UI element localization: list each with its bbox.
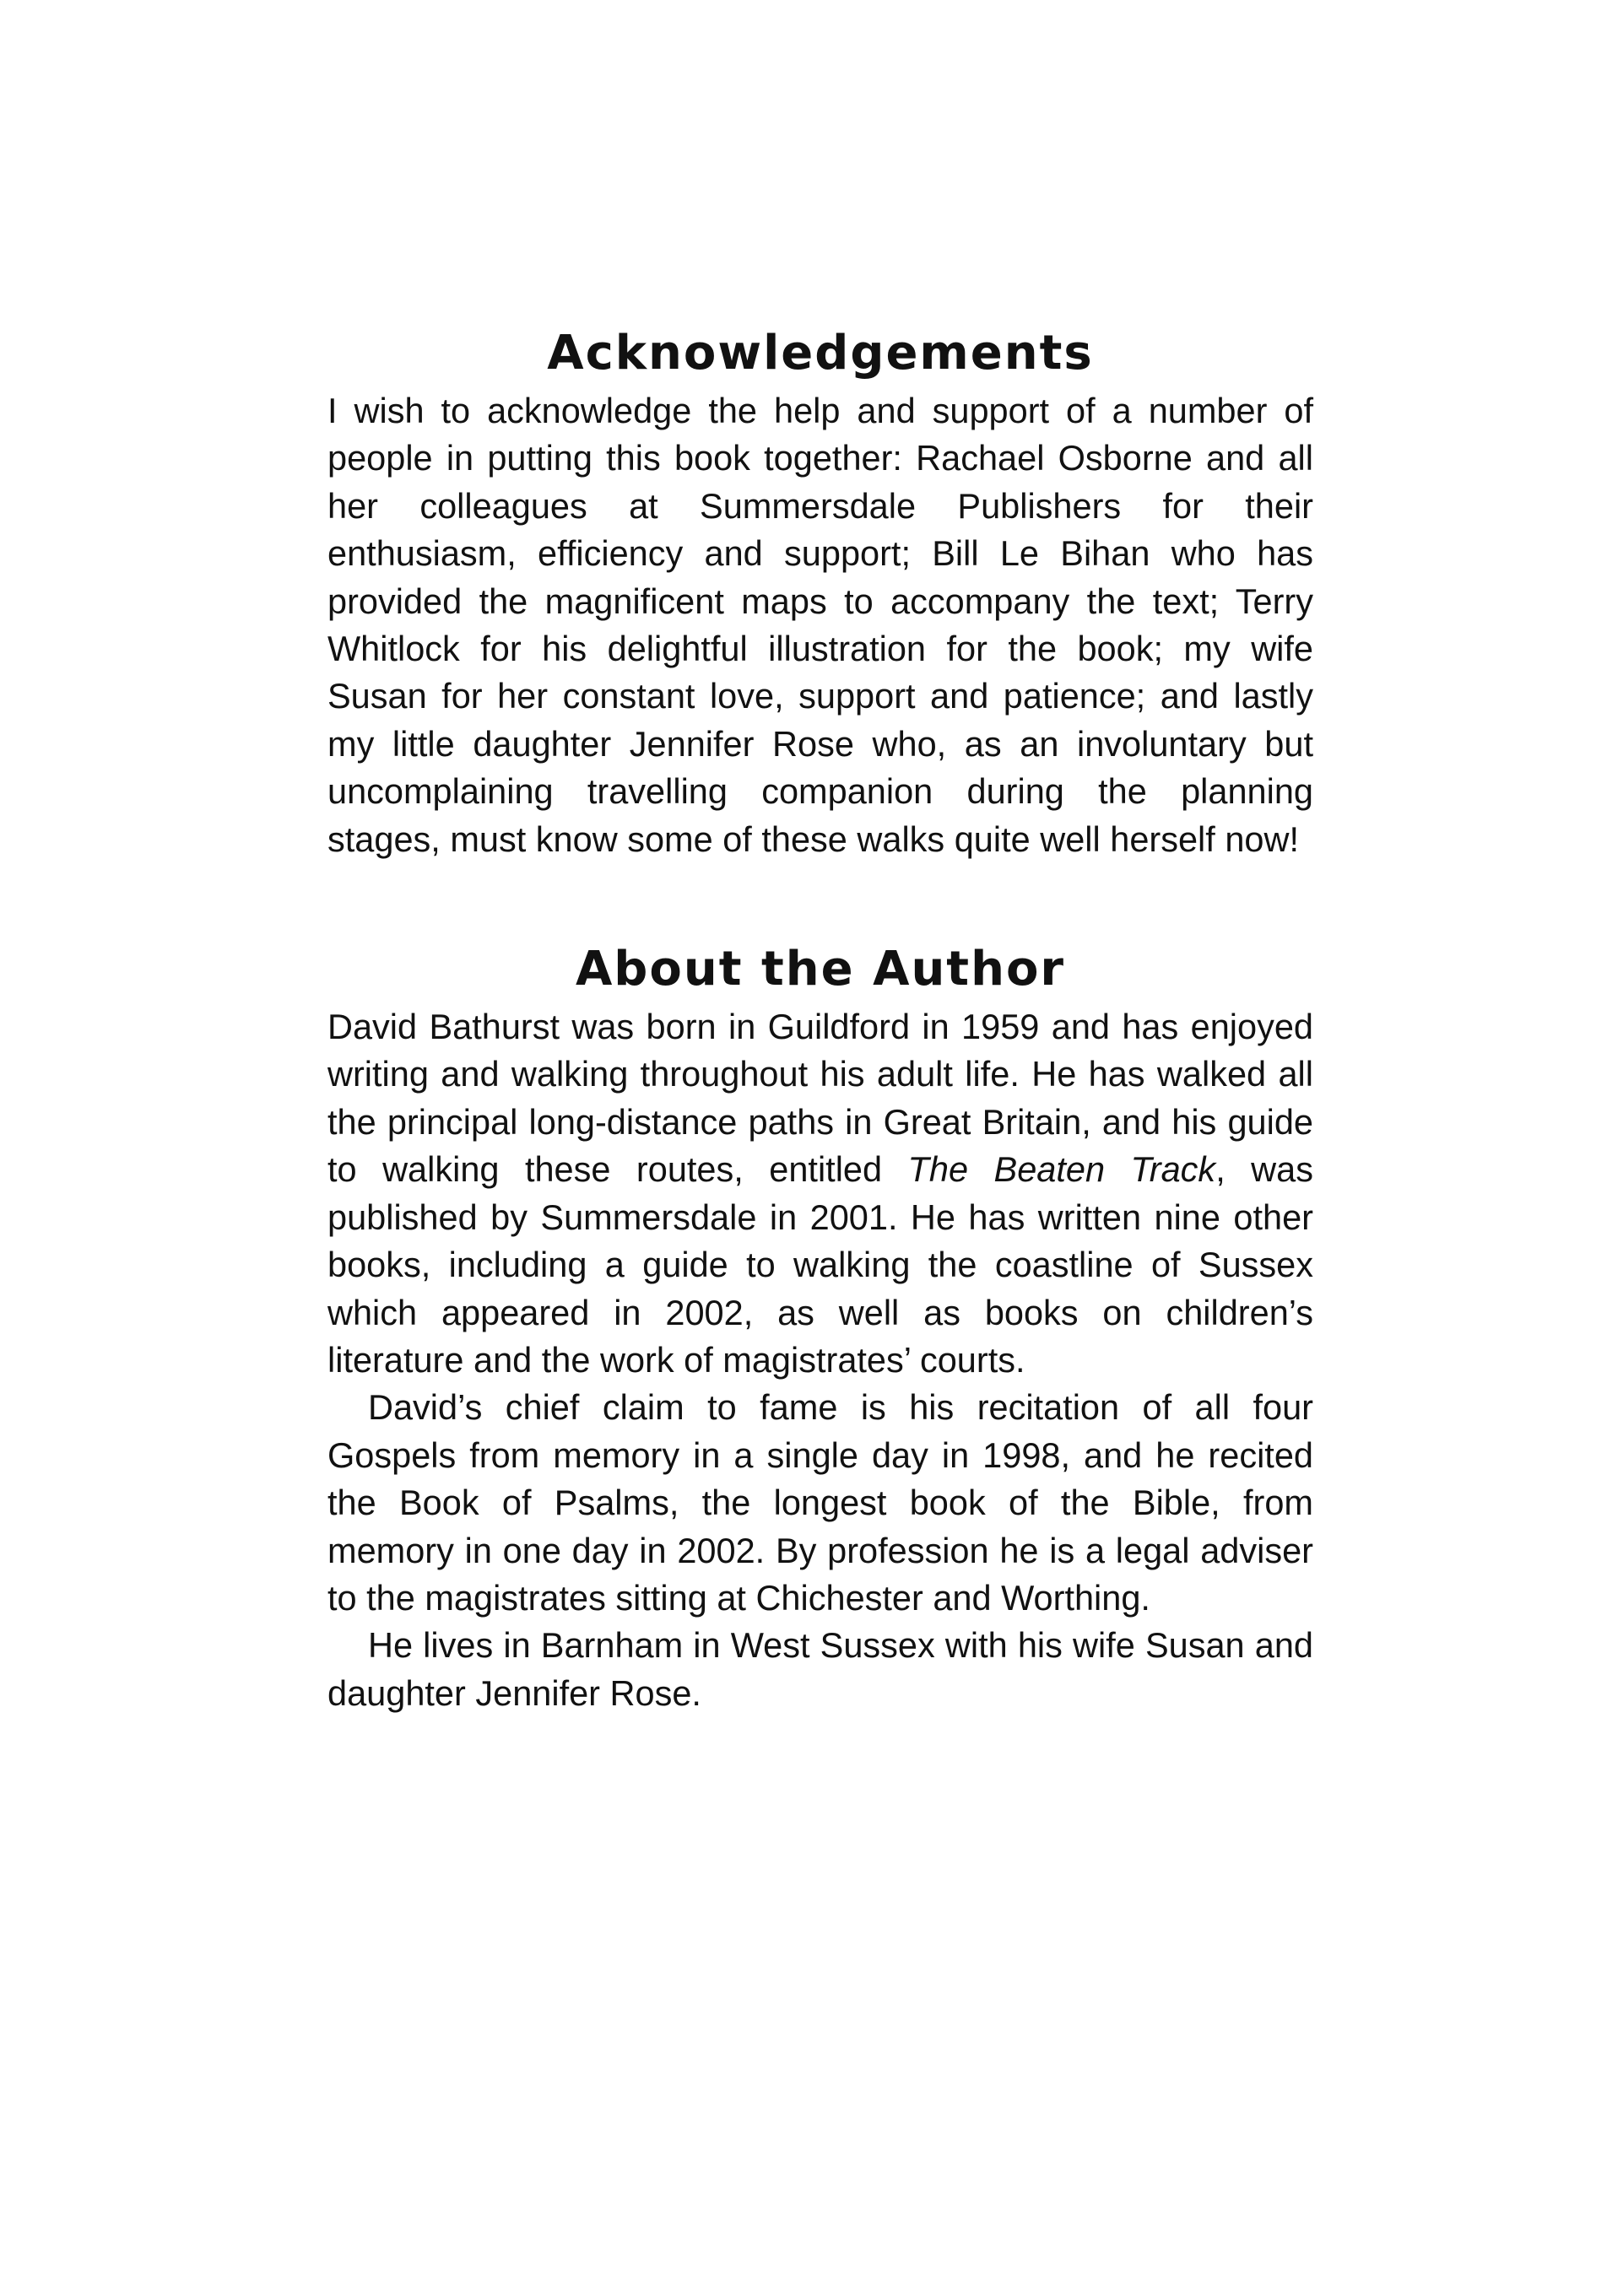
about-author-paragraph-2: David’s chief claim to fame is his recitation of all four Gospels from memory in a single day in 1998, and he recited the Book of Psalms, the longest book of the Bible, from memory in one day in 2002. By profession he is a legal adviser to the magistrates sitting at Chichester and Worthing. [327,1387,1313,1618]
book-title: The Beaten Track [907,1149,1216,1190]
acknowledgements-section [327,325,1313,863]
about-author-paragraph-1 [327,1003,1313,1384]
acknowledgements-heading: Acknowledgements [547,326,1094,381]
about-author-p1-before: David Bathurst was born in Guildford in 1959 and has enjoyed writing and walking throughout his adult life. He has walked all the principal long-distance paths in Great Britain, and his guide to walking these routes, entitled [327,1007,1313,1190]
about-author-heading: About the Author [575,942,1066,997]
about-author-p1-after: , was published by Summersdale in 2001. He has written nine other books, including a guide to walking the coastline of Sussex which appeared in 2002, as well as books on children’s literature and the work of magistrates’ courts. [327,1149,1313,1380]
acknowledgements-paragraph: I wish to acknowledge the help and support of a number of people in putting this book together: Rachael Osborne and all her colleagues at Summersdale Publishers for their enthusiasm, efficiency and support; Bill Le Bihan who has provided the magnificent maps to accompany the text; Terry Whitlock for his delightful illustration for the book; my wife Susan for her constant love, support and patience; and lastly my little daughter Jennifer Rose who, as an involuntary but uncomplaining travelling companion during the planning stages, must know some of these walks quite well herself now! [327,391,1313,859]
about-author-paragraph-3: He lives in Barnham in West Sussex with his wife Susan and daughter Jennifer Rose. [327,1625,1313,1713]
about-author-section [327,941,1313,1717]
page-content [327,325,1313,1717]
